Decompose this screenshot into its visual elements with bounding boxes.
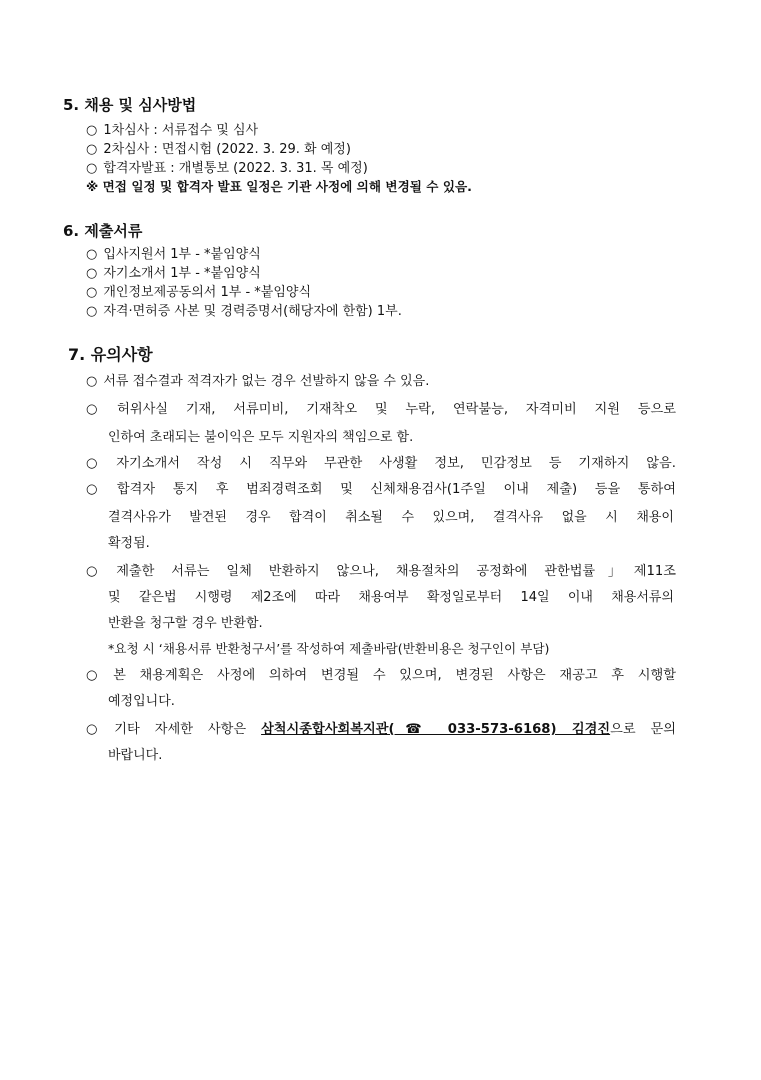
list-item-continuation: 예정입니다. xyxy=(108,694,175,709)
bullet-circle-icon: ○ xyxy=(86,456,111,471)
list-item: ○ 자기소개서 작성 시 직무와 무관한 사생활 정보, 민감정보 등 기재하지 않음. xyxy=(86,456,676,471)
list-item-continuation: 반환을 청구할 경우 반환함. xyxy=(108,616,263,631)
list-item: ○ 제출한 서류는 일체 반환하지 않으나, 채용절차의 공정화에 관한법률」제11조 xyxy=(86,564,676,579)
bullet-circle-icon: ○ xyxy=(86,482,111,497)
list-item: ○ 2차심사 : 면접시험 (2022. 3. 29. 화 예정) xyxy=(86,142,351,157)
list-item: ○ 입사지원서 1부 - *붙임양식 xyxy=(86,247,261,262)
list-item: ○ 본 채용계획은 사정에 의하여 변경될 수 있으며, 변경된 사항은 재공고 후 시행할 xyxy=(86,668,677,683)
contact-info: 삼척시종합사회복지관(☎ 033-573-6168) 김경진 xyxy=(261,722,611,737)
bullet-circle-icon: ○ xyxy=(86,374,98,389)
list-item: ○ 개인정보제공동의서 1부 - *붙임양식 xyxy=(86,285,312,300)
list-item-continuation: 확정됨. xyxy=(108,536,150,551)
bullet-circle-icon: ○ xyxy=(86,266,98,281)
list-item: ○ 자격·면허증 사본 및 경력증명서(해당자에 한함) 1부. xyxy=(86,304,402,319)
return-request-note: *요청 시 ‘채용서류 반환청구서’를 작성하여 제출바람(반환비용은 청구인이 부담) xyxy=(108,641,550,656)
bullet-circle-icon: ○ xyxy=(86,722,109,737)
list-item: ○ 합격자 통지 후 범죄경력조회 및 신체채용검사(1주일 이내 제출) 등을 통하여 xyxy=(86,482,676,497)
section-5-title: 5. 채용 및 심사방법 xyxy=(63,96,197,114)
bullet-circle-icon: ○ xyxy=(86,161,98,176)
bullet-circle-icon: ○ xyxy=(86,402,112,417)
list-item-continuation: 결격사유가 발견된 경우 합격이 취소될 수 있으며, 결격사유 없을 시 채용이 xyxy=(108,510,674,525)
bullet-circle-icon: ○ xyxy=(86,247,98,262)
list-item-continuation: 및 같은법 시행령 제2조에 따라 채용여부 확정일로부터 14일 이내 채용서류의 xyxy=(108,590,674,605)
list-item-continuation: 인하여 초래되는 불이익은 모두 지원자의 책임으로 함. xyxy=(108,430,414,445)
bullet-circle-icon: ○ xyxy=(86,123,98,138)
bullet-circle-icon: ○ xyxy=(86,142,98,157)
schedule-note: ※ 면접 일정 및 합격자 발표 일정은 기관 사정에 의해 변경될 수 있음. xyxy=(86,179,472,194)
bullet-circle-icon: ○ xyxy=(86,668,108,683)
list-item: ○ 허위사실 기재, 서류미비, 기재착오 및 누락, 연락불능, 자격미비 지원 등으로 xyxy=(86,402,676,417)
section-6-title: 6. 제출서류 xyxy=(63,222,143,240)
section-7-title: 7. 유의사항 xyxy=(68,345,153,364)
list-item: ○ 1차심사 : 서류접수 및 심사 xyxy=(86,123,259,138)
bullet-circle-icon: ○ xyxy=(86,564,111,579)
list-item-continuation: 바랍니다. xyxy=(108,748,163,763)
list-item: ○ 자기소개서 1부 - *붙임양식 xyxy=(86,266,261,281)
list-item: ○ 기타 자세한 사항은 삼척시종합사회복지관(☎ 033-573-6168) 김경진으로 문의 xyxy=(86,722,677,737)
list-item: ○ 서류 접수결과 적격자가 없는 경우 선발하지 않을 수 있음. xyxy=(86,374,430,389)
bullet-circle-icon: ○ xyxy=(86,285,98,300)
bullet-circle-icon: ○ xyxy=(86,304,98,319)
list-item: ○ 합격자발표 : 개별통보 (2022. 3. 31. 목 예정) xyxy=(86,161,368,176)
